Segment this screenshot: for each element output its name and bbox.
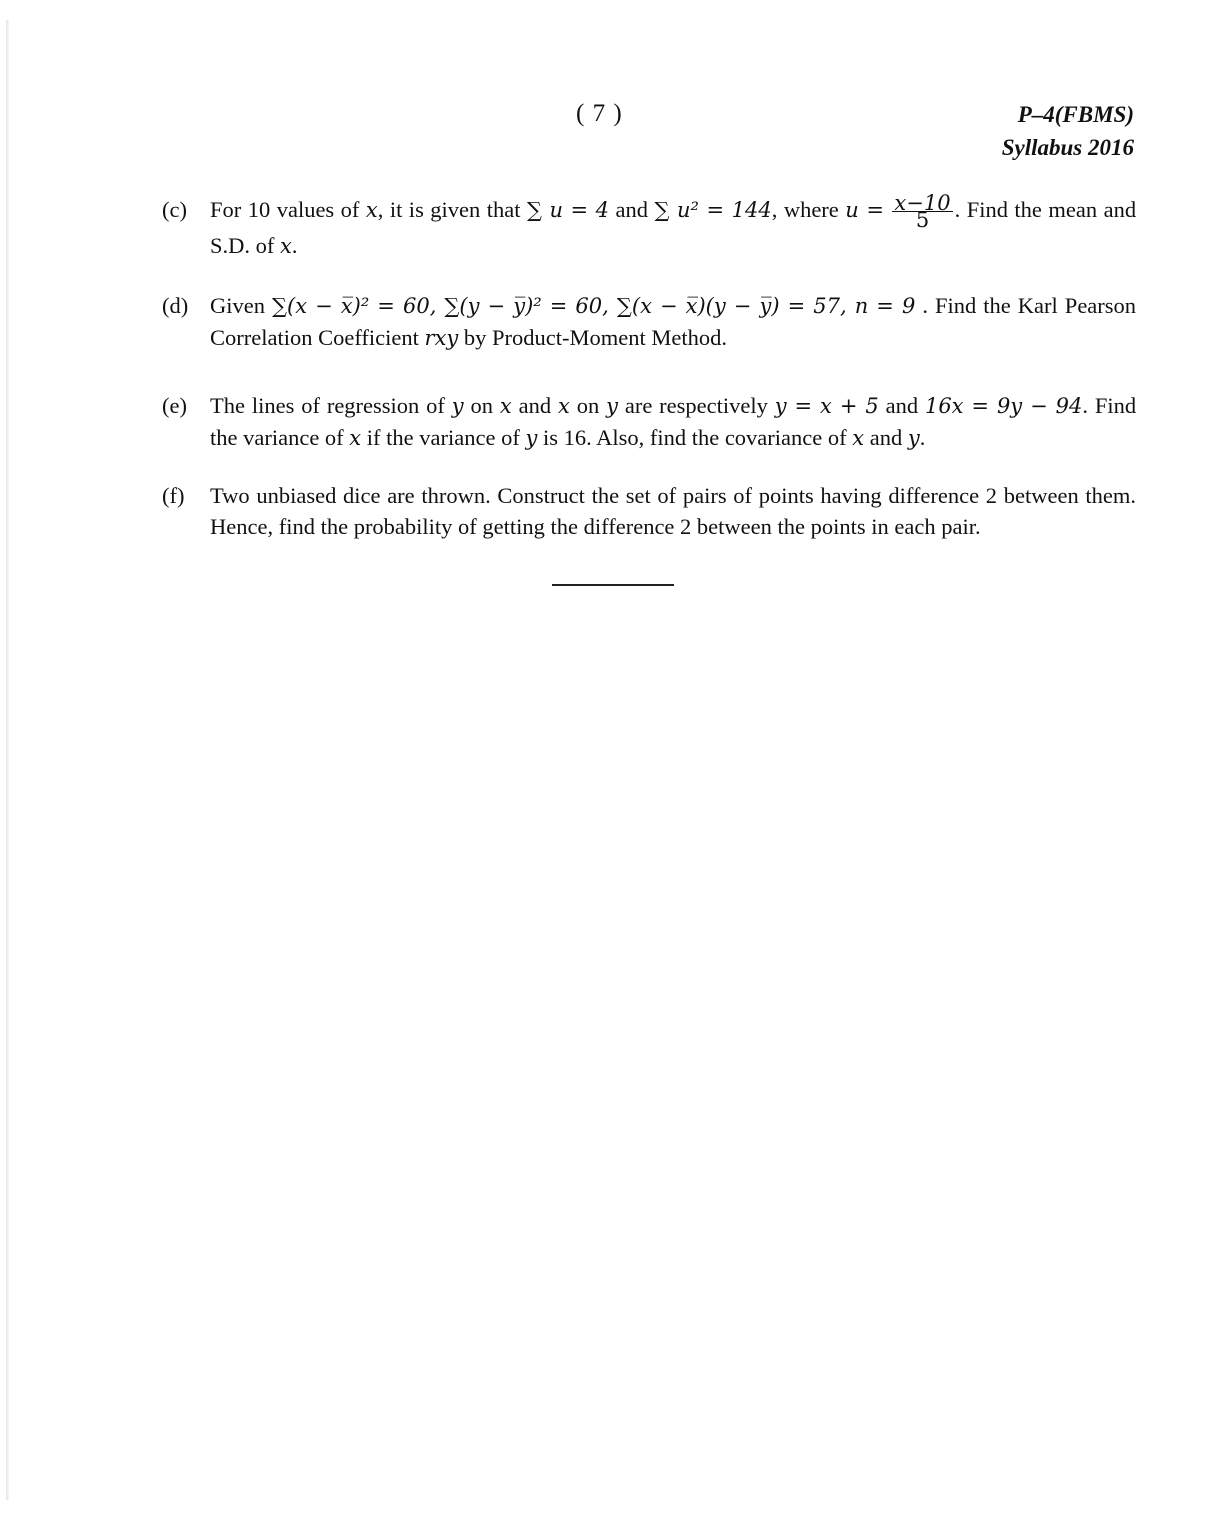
math-var: y: [525, 426, 538, 450]
math-var: x: [280, 234, 292, 259]
page-number: ( 7 ): [576, 100, 623, 127]
math-expression: ∑ u = 4: [526, 198, 610, 222]
paper-header: [1002, 98, 1134, 164]
question-e: [162, 390, 1136, 454]
question-label: (f): [162, 483, 185, 508]
math-var: y: [451, 394, 464, 418]
paper-code: P–4(FBMS): [1017, 102, 1134, 127]
question-d: [162, 290, 1136, 354]
page-edge-shadow: [6, 20, 9, 1500]
question-label: (c): [162, 197, 187, 222]
math-expression: ∑(x − x̅)² = 60, ∑(y − y̅)² = 60, ∑(x − x̅)(y − y̅) = 57, n = 9: [272, 294, 916, 318]
question-text: The lines of regression of y on x and x on y are respectively y = x + 5 and 16x = 9y − 94. Find the variance of x if the variance of y is 16. Also, find the covariance of x and y.: [210, 393, 1137, 450]
math-expression: ∑ u² = 144: [654, 198, 772, 222]
math-expression: y = x + 5: [774, 394, 879, 418]
end-rule: [552, 584, 674, 586]
fraction-denominator: 5: [915, 208, 930, 233]
question-label: (e): [162, 393, 187, 418]
math-var: x: [558, 394, 570, 418]
math-var: y: [606, 394, 618, 418]
math-expression: rxy: [424, 326, 459, 350]
question-text: Given ∑(x − x̅)² = 60, ∑(y − y̅)² = 60, ∑(x − x̅)(y − y̅) = 57, n = 9 . Find the Karl Pearson Correlation Coefficient rxy by Product-Moment Method.: [210, 293, 1137, 350]
question-text: Two unbiased dice are thrown. Construct the set of pairs of points having difference 2 between them. Hence, find the probability of getting the difference 2 between the points in each pair.: [210, 483, 1136, 539]
math-var: x: [852, 426, 865, 450]
question-label: (d): [162, 293, 189, 318]
fraction-numerator: x−10: [894, 191, 951, 216]
math-var: y: [907, 426, 920, 450]
math-var: x: [365, 198, 378, 222]
fraction: [892, 191, 952, 233]
math-var: x: [499, 394, 512, 418]
question-text: For 10 values of x, it is given that ∑ u = 4 and ∑ u² = 144, where u = $\frac{x-10}{5}$ . Find the mean and S.D. of x.: [210, 191, 1137, 259]
question-c: [162, 192, 1136, 264]
question-f: [162, 480, 1136, 542]
math-expression: u =: [845, 198, 884, 222]
math-expression: 16x = 9y − 94: [924, 394, 1083, 418]
syllabus-year: Syllabus 2016: [1001, 135, 1134, 160]
math-var: x: [349, 426, 362, 450]
